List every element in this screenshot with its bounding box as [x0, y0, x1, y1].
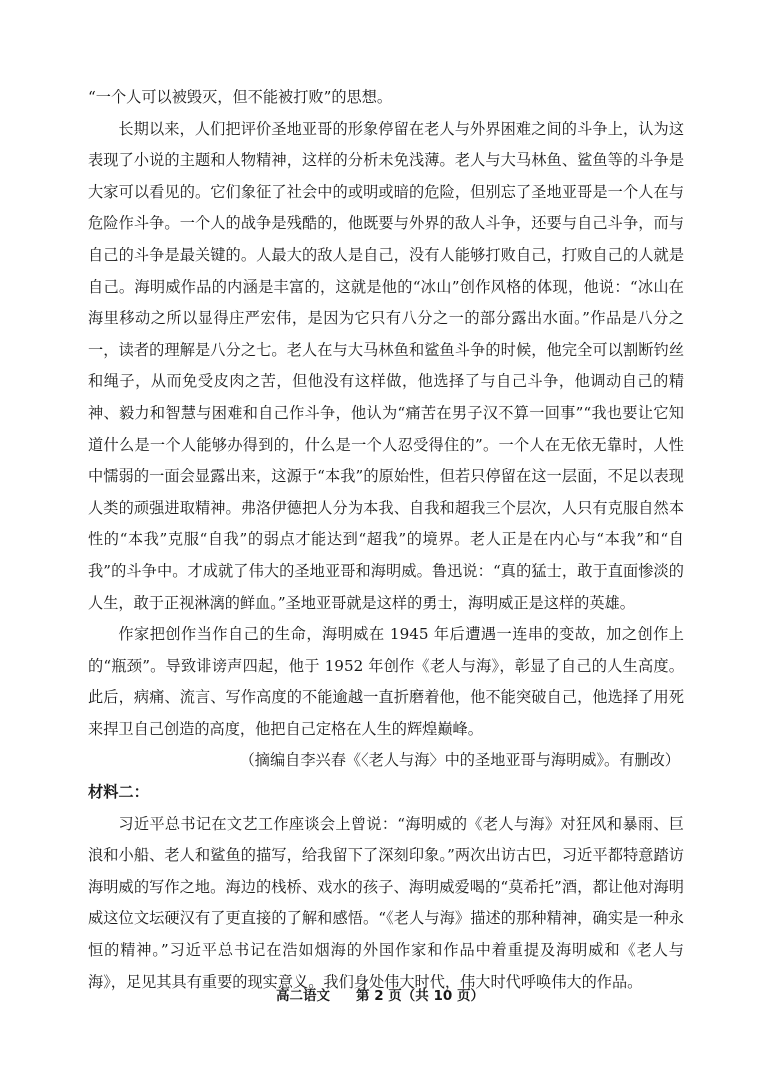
paragraph-hemingway-life: 作家把创作当作自己的生命，海明威在 1945 年后遭遇一连串的变故，加之创作上的“瓶颈”。导致诽谤声四起，他于 1952 年创作《老人与海》，彰显了自己的人生高度。此后，病痛、流言、写作高度的不能逾越一直折磨着他，他不能突破自己，他选择了用死来捍卫自己创造的高度，他把自己定格在人生的辉煌巅峰。	[88, 625, 684, 738]
paragraph-continuation: “一个人可以被毁灭，但不能被打败”的思想。	[88, 88, 393, 106]
document-body	[88, 82, 684, 998]
material-two-heading: 材料二：	[88, 783, 149, 802]
paragraph-material-two: 习近平总书记在文艺工作座谈会上曾说：“海明威的《老人与海》对狂风和暴雨、巨浪和小船、老人和鲨鱼的描写，给我留下了深刻印象。”两次出访古巴，习近平都特意踏访海明威的写作之地。海边的栈桥、戏水的孩子、海明威爱喝的“莫希托”酒，都让他对海明威这位文坛硬汉有了更直接的了解和感悟。“《老人与海》描述的那种精神，确实是一种永恒的精神。”习近平总书记在浩如烟海的外国作家和作品中着重提及海明威和《老人与海》，足见其具有重要的现实意义。我们身处伟大时代，伟大时代呼唤伟大的作品。	[88, 814, 684, 991]
paragraph-santiago-struggle: 长期以来，人们把评价圣地亚哥的形象停留在老人与外界困难之间的斗争上，认为这表现了小说的主题和人物精神，这样的分析未免浅薄。老人与大马林鱼、鲨鱼等的斗争是大家可以看见的。它们象征了社会中的或明或暗的危险，但别忘了圣地亚哥是一个人在与危险作斗争。一个人的战争是残酷的，他既要与外界的敌人斗争，还要与自己斗争，而与自己的斗争是最关键的。人最大的敌人是自己，没有人能够打败自己，打败自己的人就是自己。海明威作品的内涵是丰富的，这就是他的“冰山”创作风格的体现，他说：“冰山在海里移动之所以显得庄严宏伟，是因为它只有八分之一的部分露出水面。”作品是八分之一，读者的理解是八分之七。老人在与大马林鱼和鲨鱼斗争的时候，他完全可以割断钓丝和绳子，从而免受皮肉之苦，但他没有这样做，他选择了与自己斗争，他调动自己的精神、毅力和智慧与困难和自己作斗争，他认为“痛苦在男子汉不算一回事”“我也要让它知道什么是一个人能够办得到的，什么是一个人忍受得住的”。一个人在无依无靠时，人性中懦弱的一面会显露出来，这源于“本我”的原始性，但若只停留在这一层面，不足以表现人类的顽强进取精神。弗洛伊德把人分为本我、自我和超我三个层次，人只有克服自然本性的“本我”克服“自我”的弱点才能达到“超我”的境界。老人正是在内心与“本我”和“自我”的斗争中。才成就了伟大的圣地亚哥和海明威。鲁迅说：“真的猛士，敢于直面惨淡的人生，敢于正视淋漓的鲜血。”圣地亚哥就是这样的勇士，海明威正是这样的英雄。	[88, 119, 684, 612]
footer-page-number: 第 2 页（共 10 页）	[356, 988, 484, 1004]
footer-subject: 高二语文	[276, 988, 330, 1004]
page-footer	[0, 984, 760, 1004]
source-citation: （摘编自李兴春《〈老人与海〉中的圣地亚哥与海明威》。有删改）	[239, 751, 680, 770]
